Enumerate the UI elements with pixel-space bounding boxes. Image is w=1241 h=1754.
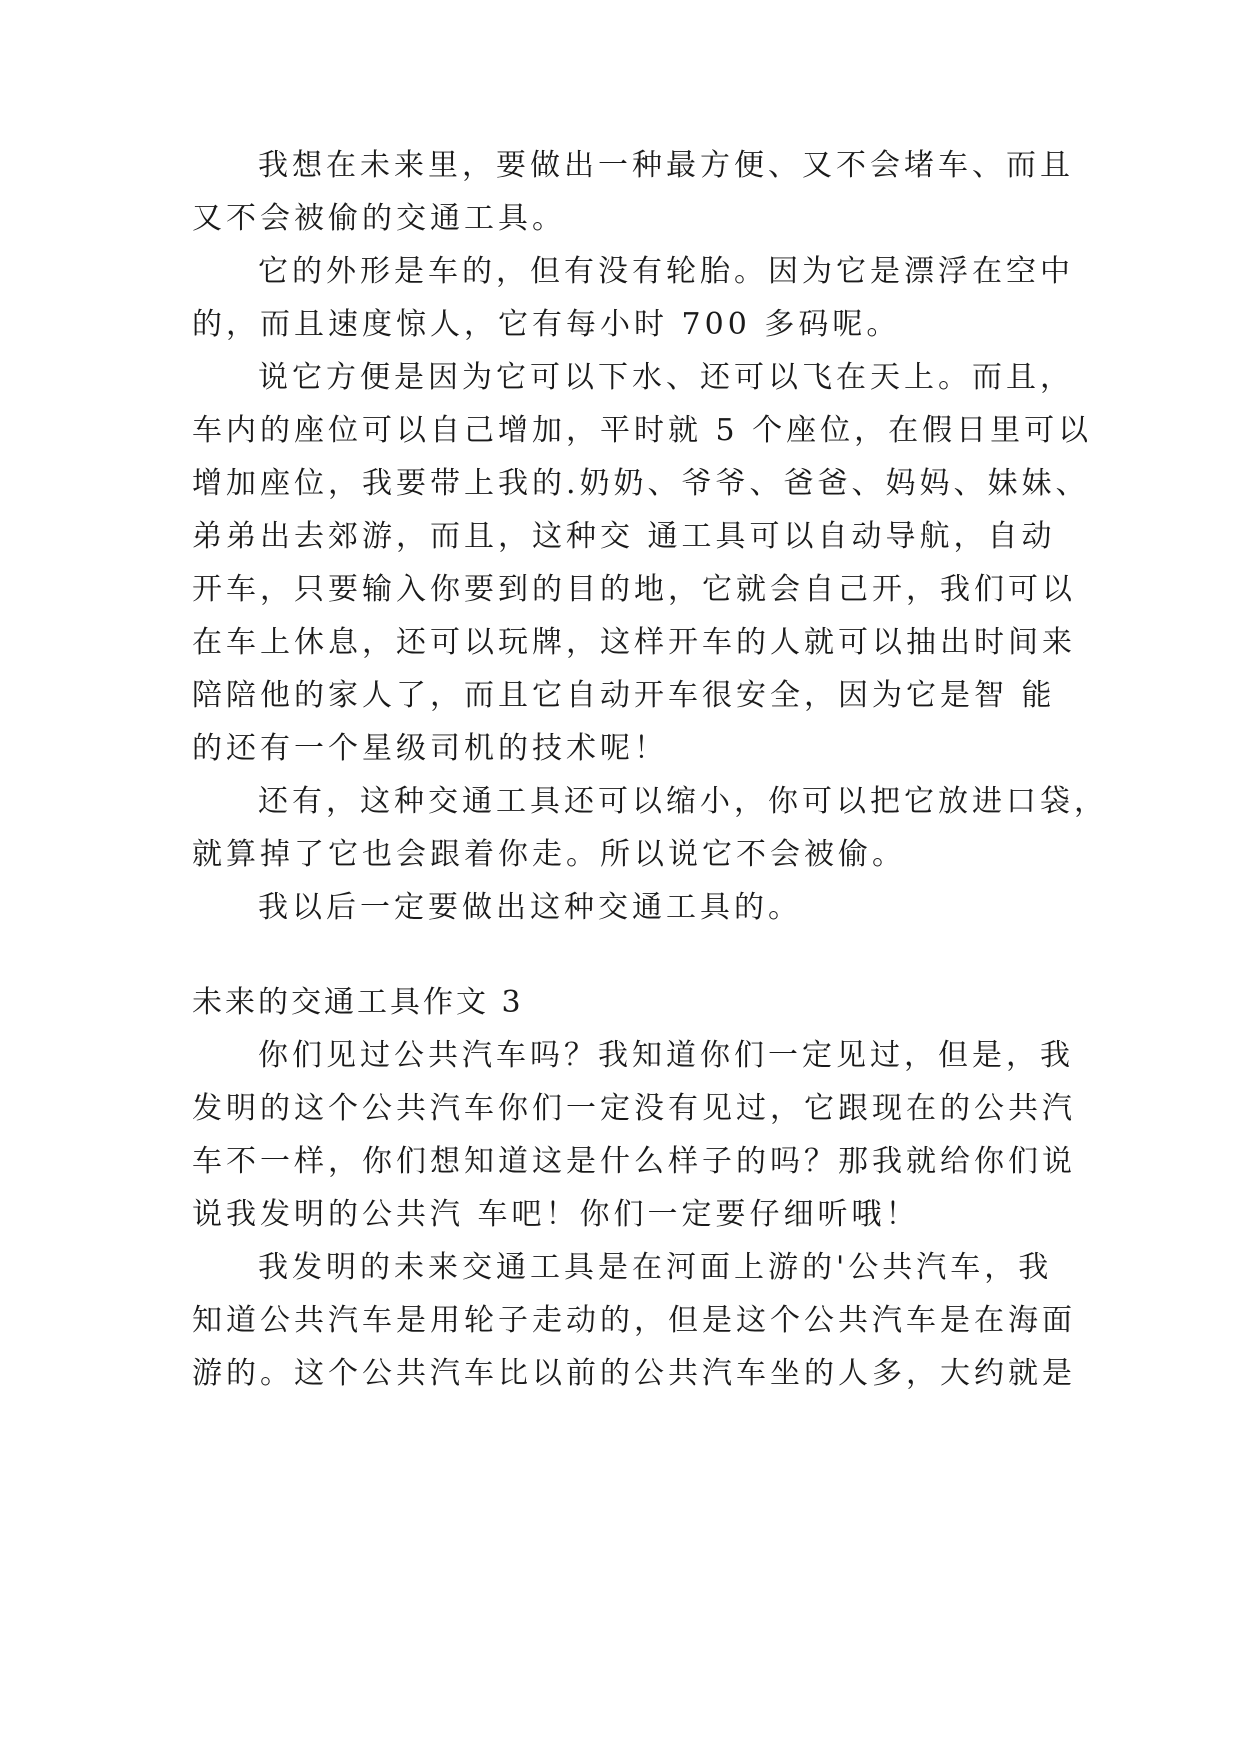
paragraph-3-line-8: 的还有一个星级司机的技术呢！ [192,731,668,766]
paragraph-4-line-2: 就算掉了它也会跟着你走。所以说它不会被偷。 [192,837,906,872]
section-paragraph-1-line-2: 发明的这个公共汽车你们一定没有见过，它跟现在的公共汽 [192,1091,1076,1126]
paragraph-3-line-6: 在车上休息，还可以玩牌，这样开车的人就可以抽出时间来 [192,625,1076,660]
section-paragraph-1-line-3: 车不一样，你们想知道这是什么样子的吗？那我就给你们说 [192,1144,1076,1179]
section-heading: 未来的交通工具作文 3 [192,985,524,1020]
section-paragraph-1-line-1: 你们见过公共汽车吗？我知道你们一定见过，但是，我 [258,1038,1074,1073]
paragraph-3-line-5: 开车，只要输入你要到的目的地，它就会自己开，我们可以 [192,572,1076,607]
paragraph-3-line-7: 陪陪他的家人了，而且它自动开车很安全，因为它是智 能 [192,678,1056,713]
paragraph-2-line-2: 的，而且速度惊人，它有每小时 700 多码呢。 [192,307,901,342]
paragraph-3-line-4: 弟弟出去郊游，而且，这种交 通工具可以自动导航，自动 [192,519,1056,554]
paragraph-4-line-1: 还有，这种交通工具还可以缩小，你可以把它放进口袋， [258,784,1108,819]
paragraph-5-line-1: 我以后一定要做出这种交通工具的。 [258,890,802,925]
section-paragraph-2-line-2: 知道公共汽车是用轮子走动的，但是这个公共汽车是在海面 [192,1303,1076,1338]
paragraph-3-line-1: 说它方便是因为它可以下水、还可以飞在天上。而且， [258,360,1074,395]
paragraph-3-line-2: 车内的座位可以自己增加，平时就 5 个座位，在假日里可以 [192,413,1093,448]
section-paragraph-1-line-4: 说我发明的公共汽 车吧！你们一定要仔细听哦！ [192,1197,920,1232]
paragraph-3-line-3: 增加座位，我要带上我的.奶奶、爷爷、爸爸、妈妈、妹妹、 [192,466,1090,501]
paragraph-2-line-1: 它的外形是车的，但有没有轮胎。因为它是漂浮在空中 [258,254,1074,289]
section-paragraph-2-line-1: 我发明的未来交通工具是在河面上游的'公共汽车，我 [258,1250,1053,1285]
section-paragraph-2-line-3: 游的。这个公共汽车比以前的公共汽车坐的人多，大约就是 [192,1356,1076,1391]
paragraph-1-line-1: 我想在未来里，要做出一种最方便、又不会堵车、而且 [258,148,1074,183]
paragraph-1-line-2: 又不会被偷的交通工具。 [192,201,566,236]
